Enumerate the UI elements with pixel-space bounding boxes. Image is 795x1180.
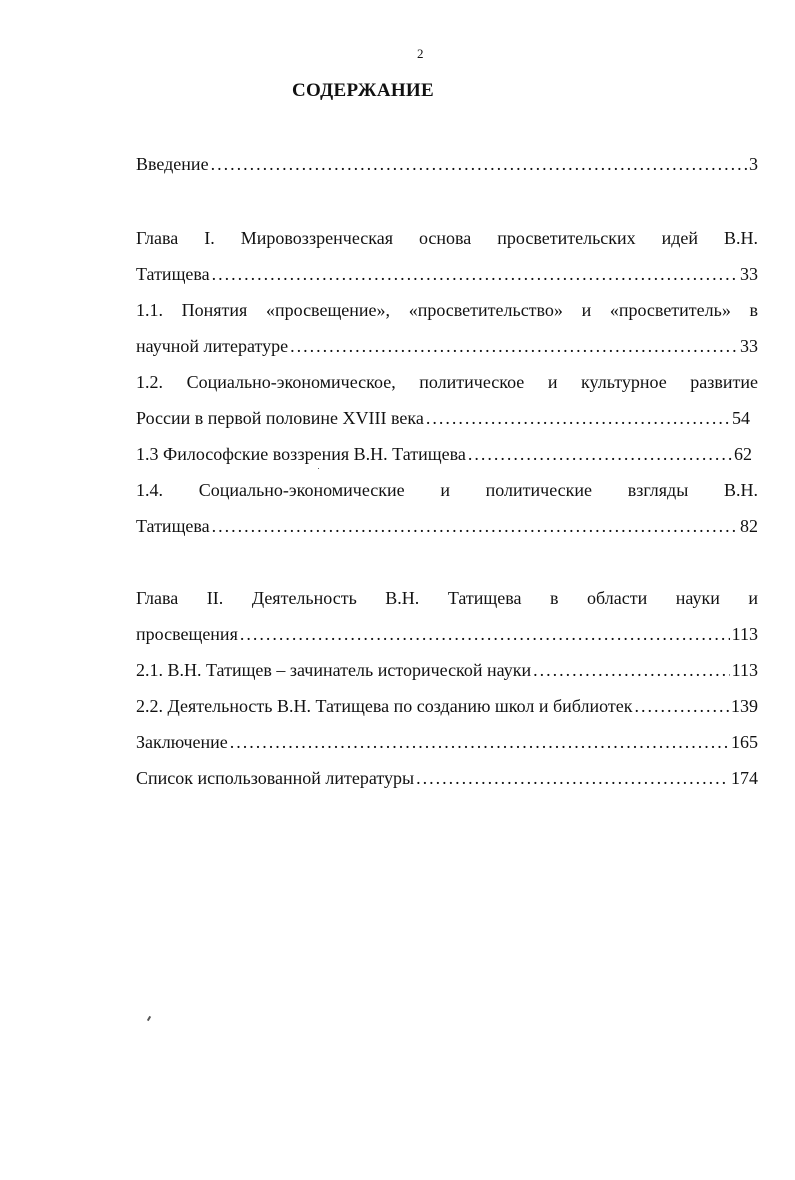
toc-entry-1-3[interactable] <box>136 442 752 466</box>
toc-entry-title: 1.1. Понятия «просвещение», «просветительство» и «просветитель» в <box>136 300 758 320</box>
toc-page-number: 165 <box>731 732 758 752</box>
toc-entry-title: Список использованной литературы <box>136 768 415 788</box>
toc-entry-1-2-line2[interactable] <box>136 406 750 430</box>
toc-entry-2-2[interactable] <box>136 694 758 718</box>
toc-entry-title: России в первой половине XVIII века <box>136 408 424 428</box>
toc-entry-title: 2.2. Деятельность В.Н. Татищева по созданию школ и библиотек <box>136 696 633 716</box>
toc-entry-title: 1.4. Социально-экономические и политические взгляды В.Н. <box>136 480 758 500</box>
dot-leader <box>212 514 738 538</box>
toc-entry-1-1-line1[interactable] <box>136 298 758 322</box>
toc-page-number: 33 <box>740 336 758 356</box>
toc-entry-intro[interactable] <box>136 152 758 176</box>
toc-entry-title: Введение <box>136 154 209 174</box>
page-title: СОДЕРЖАНИЕ <box>292 80 434 101</box>
toc-page-number: 174 <box>731 768 758 788</box>
toc-page-number: 3 <box>749 154 758 174</box>
toc-entry-chapter2-line2[interactable] <box>136 622 758 646</box>
toc-entry-title: Татищева <box>136 264 210 284</box>
dot-leader <box>211 152 747 176</box>
toc-entry-title: Татищева <box>136 516 210 536</box>
toc-entry-chapter2-line1[interactable] <box>136 586 758 610</box>
toc-entry-title: научной литературе <box>136 336 289 356</box>
toc-page-number: 33 <box>740 264 758 284</box>
toc-entry-title: Глава II. Деятельность В.Н. Татищева в области науки и <box>136 588 758 608</box>
toc-entry-title: просвещения <box>136 624 238 644</box>
toc-page-number: 82 <box>740 516 758 536</box>
scan-speck <box>147 1016 151 1021</box>
dot-leader <box>533 658 730 682</box>
toc-entry-title: Глава I. Мировоззренческая основа просветительских идей В.Н. <box>136 228 758 248</box>
page-number: 2 <box>417 46 424 61</box>
toc-page-number: 113 <box>731 660 758 680</box>
dot-leader <box>634 694 729 718</box>
dot-leader <box>416 766 729 790</box>
toc-entry-title: 1.3 Философские воззрения В.Н. Татищева <box>136 444 466 464</box>
toc-entry-chapter1-line2[interactable] <box>136 262 758 286</box>
toc-entry-bibliography[interactable] <box>136 766 758 790</box>
toc-entry-title: 2.1. В.Н. Татищев – зачинатель исторической науки <box>136 660 532 680</box>
dot-leader <box>230 730 729 754</box>
toc-page-number: 113 <box>731 624 758 644</box>
toc-entry-1-4-line2[interactable] <box>136 514 758 538</box>
toc-entry-title: Заключение <box>136 732 228 752</box>
toc-page-number: 54 <box>732 408 750 428</box>
dot-leader <box>468 442 732 466</box>
toc-entry-2-1[interactable] <box>136 658 758 682</box>
dot-leader <box>240 622 730 646</box>
dot-leader <box>426 406 730 430</box>
toc-entry-conclusion[interactable] <box>136 730 758 754</box>
toc-page-number: 139 <box>731 696 758 716</box>
toc-entry-1-4-line1[interactable] <box>136 478 758 502</box>
toc-entry-1-1-line2[interactable] <box>136 334 758 358</box>
toc-page-number: 62 <box>734 444 752 464</box>
dot-leader <box>212 262 738 286</box>
scan-speck <box>318 468 319 469</box>
toc-entry-1-2-line1[interactable] <box>136 370 758 394</box>
dot-leader <box>290 334 738 358</box>
toc-entry-title: 1.2. Социально-экономическое, политическое и культурное развитие <box>136 372 758 392</box>
toc-entry-chapter1-line1[interactable] <box>136 226 758 250</box>
